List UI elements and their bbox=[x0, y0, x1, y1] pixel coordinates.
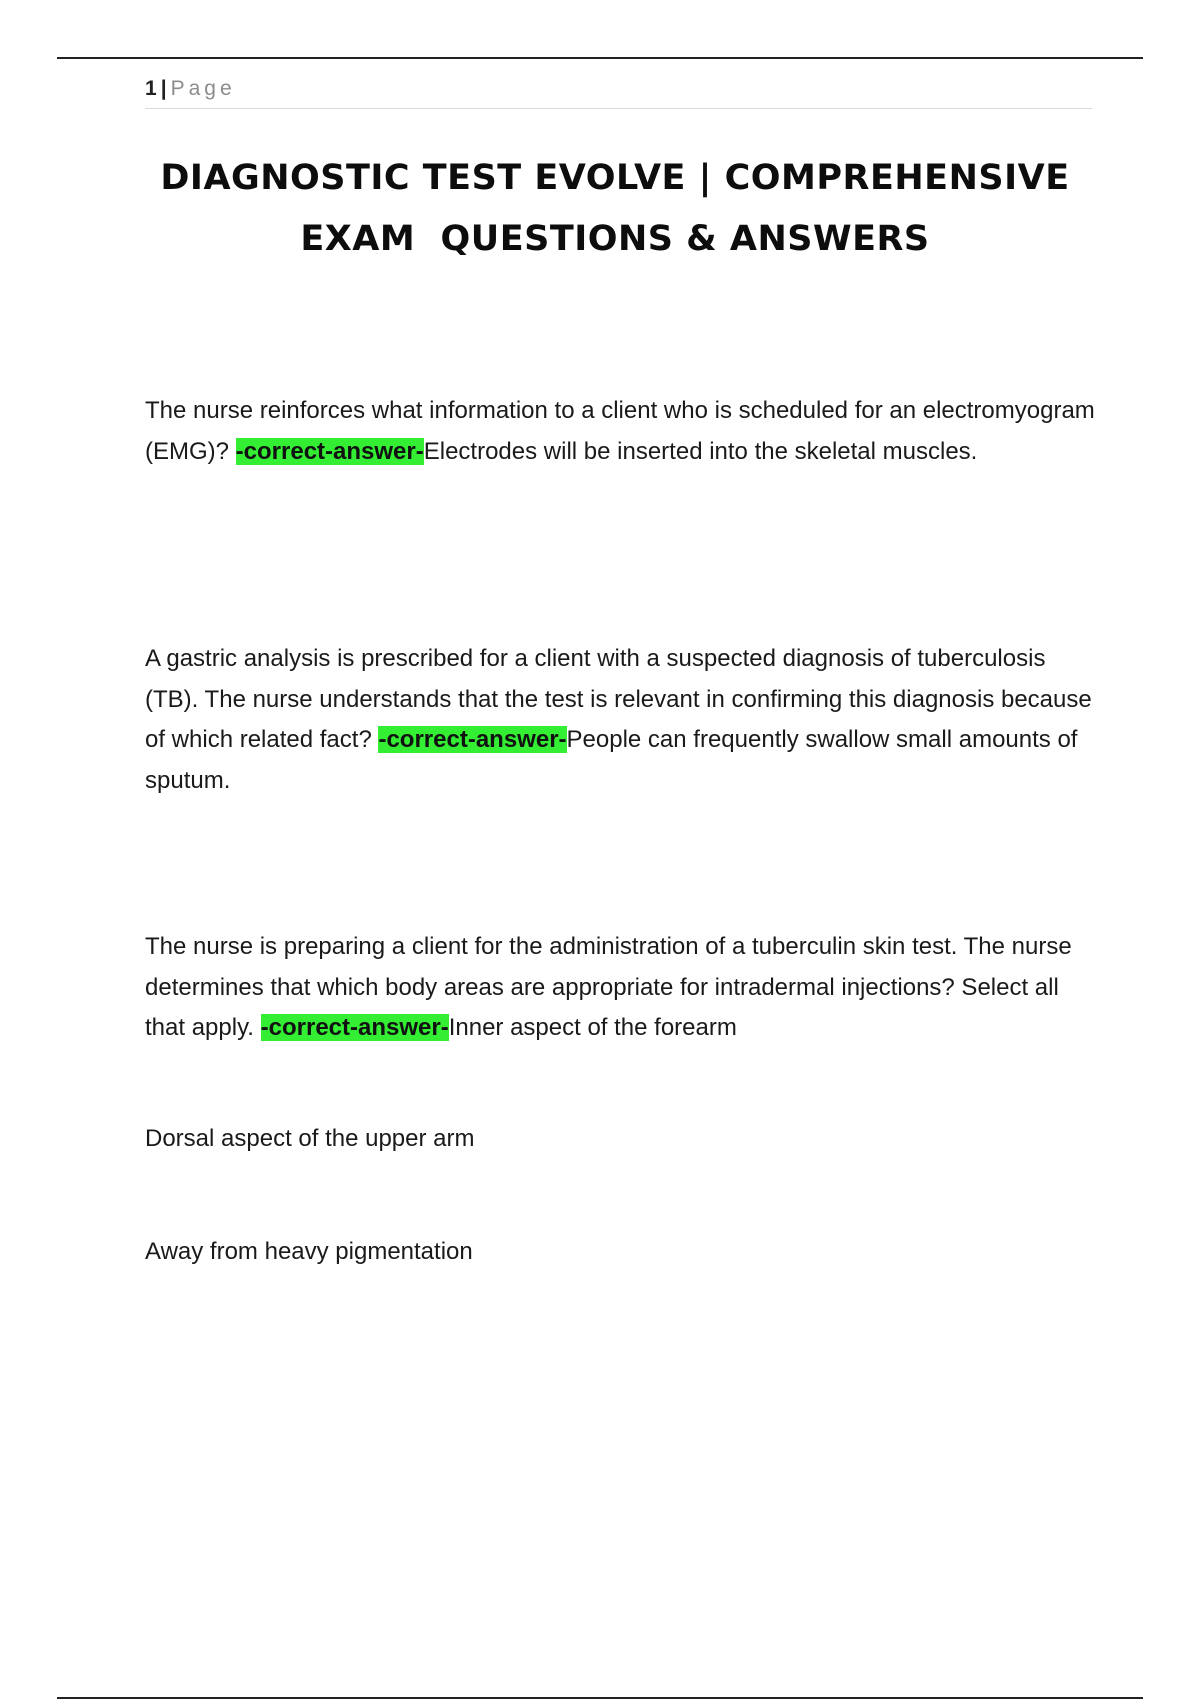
qa-item-3 bbox=[145, 927, 1095, 1049]
title-line-2: EXAM QUESTIONS & ANSWERS bbox=[300, 219, 930, 259]
document-title bbox=[120, 148, 1110, 270]
bottom-rule bbox=[57, 1697, 1143, 1699]
top-rule bbox=[57, 57, 1143, 59]
answer-text: Electrodes will be inserted into the skeletal muscles. bbox=[423, 437, 978, 465]
extra-answer-1: Dorsal aspect of the upper arm bbox=[145, 1125, 475, 1152]
page-word: Page bbox=[170, 77, 236, 100]
title-line-1: DIAGNOSTIC TEST EVOLVE | COMPREHENSIVE bbox=[160, 158, 1070, 198]
question-text: A gastric analysis is prescribed for a client with a suspected diagnosis of tuberculosis (TB). The nurse understands that the test is relevant in confirming this diagnosis because of which related fact? bbox=[145, 645, 1092, 753]
page-header bbox=[145, 76, 1092, 109]
correct-answer-marker: -correct-answer- bbox=[260, 1014, 449, 1041]
extra-answer-2: Away from heavy pigmentation bbox=[145, 1238, 473, 1265]
page-separator: | bbox=[160, 77, 167, 100]
qa-item-2 bbox=[145, 639, 1095, 801]
answer-text: People can frequently swallow small amounts of sputum. bbox=[145, 726, 1078, 794]
question-text: The nurse is preparing a client for the administration of a tuberculin skin test. The nurse determines that which body areas are appropriate for intradermal injections? Select all that apply. bbox=[145, 933, 1072, 1041]
correct-answer-marker: -correct-answer- bbox=[378, 726, 567, 753]
page-number: 1 bbox=[145, 77, 157, 100]
answer-text: Inner aspect of the forearm bbox=[448, 1014, 737, 1041]
question-text: The nurse reinforces what information to a client who is scheduled for an electromyogram (EMG)? bbox=[145, 397, 1095, 465]
qa-item-1 bbox=[145, 391, 1095, 472]
correct-answer-marker: -correct-answer- bbox=[235, 437, 424, 465]
